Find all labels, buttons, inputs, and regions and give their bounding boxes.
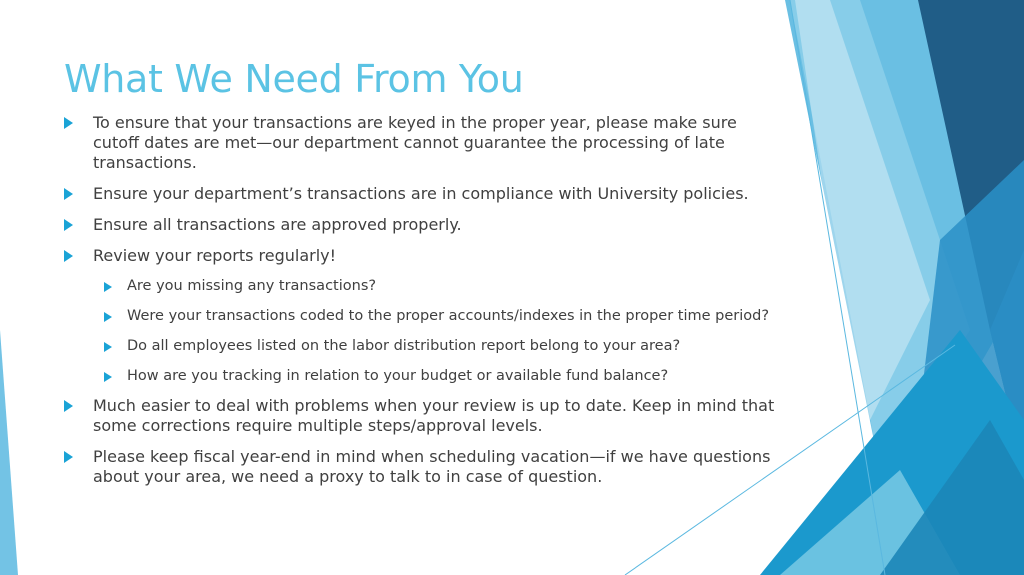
bullet-text: Ensure your department’s transactions are in compliance with University policies. bbox=[93, 184, 749, 203]
bullet-text: Ensure all transactions are approved properly. bbox=[93, 215, 462, 234]
bullet-text: Review your reports regularly! bbox=[93, 246, 337, 265]
sub-bullet-item bbox=[64, 307, 776, 326]
sub-bullet-text: Are you missing any transactions? bbox=[127, 278, 377, 294]
sub-bullet-item bbox=[64, 337, 776, 356]
bullet-text: Please keep fiscal year-end in mind when scheduling vacation—if we have questions about your area, we need a proxy to talk to in case of question. bbox=[93, 447, 771, 486]
left-edge-shape bbox=[0, 330, 18, 575]
bullet-item bbox=[64, 396, 776, 436]
sub-bullet-text: How are you tracking in relation to your budget or available fund balance? bbox=[127, 368, 669, 384]
sub-bullet-text: Do all employees listed on the labor distribution report belong to your area? bbox=[127, 338, 681, 354]
slide-title: What We Need From You bbox=[64, 57, 524, 101]
triangle-bullet-icon bbox=[104, 372, 112, 382]
triangle-bullet-icon bbox=[104, 282, 112, 292]
bullet-item bbox=[64, 184, 776, 204]
bullet-item bbox=[64, 246, 776, 266]
triangle-bullet-icon bbox=[64, 117, 73, 129]
bullet-text: Much easier to deal with problems when your review is up to date. Keep in mind that some corrections require multiple steps/approval levels. bbox=[93, 396, 775, 435]
triangle-bullet-icon bbox=[64, 400, 73, 412]
sub-bullet-text: Were your transactions coded to the proper accounts/indexes in the proper time period? bbox=[127, 308, 770, 324]
triangle-bullet-icon bbox=[104, 342, 112, 352]
bullet-item bbox=[64, 447, 776, 487]
sub-bullet-item bbox=[64, 367, 776, 386]
triangle-bullet-icon bbox=[64, 250, 73, 262]
sub-bullet-item bbox=[64, 277, 776, 296]
triangle-bullet-icon bbox=[64, 188, 73, 200]
bullet-list bbox=[64, 113, 776, 498]
bullet-item bbox=[64, 113, 776, 173]
bullet-item bbox=[64, 215, 776, 235]
triangle-bullet-icon bbox=[64, 451, 73, 463]
triangle-bullet-icon bbox=[104, 312, 112, 322]
triangle-bullet-icon bbox=[64, 219, 73, 231]
bullet-text: To ensure that your transactions are keyed in the proper year, please make sure cutoff dates are met—our department cannot guarantee the processing of late transactions. bbox=[93, 113, 737, 172]
